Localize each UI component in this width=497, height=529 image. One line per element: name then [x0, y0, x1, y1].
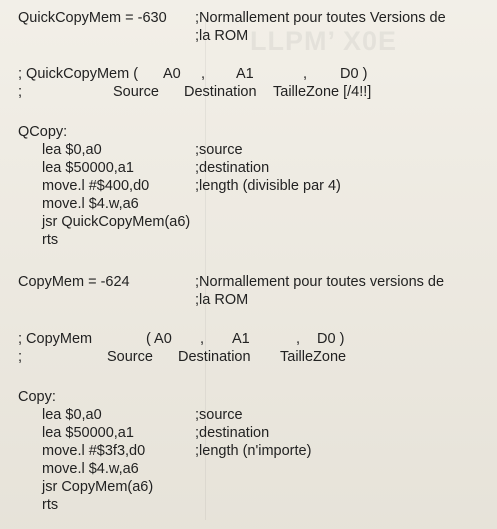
copy-code-line: lea $0,a0 — [42, 407, 102, 423]
copy-comment: ;length (n'importe) — [195, 443, 312, 459]
copymem-offset: CopyMem = -624 — [18, 274, 130, 290]
quickcopymem-comment-line1: ;Normallement pour toutes Versions de — [195, 10, 446, 26]
qcopy-code-line: rts — [42, 232, 59, 248]
copy-code-line: jsr CopyMem(a6) — [42, 479, 154, 495]
copymem-sig-semicolon: ; — [18, 349, 23, 365]
copymem-sig-a0: ( A0 — [146, 331, 172, 347]
quickcopymem-sig-comma1: , — [201, 66, 206, 82]
quickcopymem-signature-prefix: ; QuickCopyMem ( — [18, 66, 139, 82]
qcopy-code-line: jsr QuickCopyMem(a6) — [42, 214, 191, 230]
qcopy-code-line: lea $50000,a1 — [42, 160, 134, 176]
copymem-sig-source: Source — [107, 349, 153, 365]
quickcopymem-sig-destination: Destination — [184, 84, 257, 100]
qcopy-comment: ;length (divisible par 4) — [195, 178, 341, 194]
copy-label: Copy: — [18, 389, 56, 405]
qcopy-code-line: lea $0,a0 — [42, 142, 102, 158]
copymem-sig-comma1: , — [200, 331, 205, 347]
quickcopymem-sig-d0: D0 ) — [340, 66, 368, 82]
copymem-sig-comma2: , — [296, 331, 301, 347]
copy-comment: ;destination — [195, 425, 270, 441]
quickcopymem-comment-line2: ;la ROM — [195, 28, 249, 44]
quickcopymem-sig-a1: A1 — [236, 66, 254, 82]
qcopy-comment: ;source — [195, 142, 243, 158]
copy-code-line: move.l $4.w,a6 — [42, 461, 139, 477]
copy-comment: ;source — [195, 407, 243, 423]
copy-code-line: rts — [42, 497, 59, 513]
quickcopymem-sig-taillezone: TailleZone [/4!!] — [273, 84, 372, 100]
quickcopymem-sig-semicolon: ; — [18, 84, 23, 100]
copymem-signature-prefix: ; CopyMem — [18, 331, 93, 347]
qcopy-code-line: move.l #$400,d0 — [42, 178, 150, 194]
copy-code-line: move.l #$3f3,d0 — [42, 443, 146, 459]
qcopy-comment: ;destination — [195, 160, 270, 176]
show-through-title: LLPM’ X0E — [250, 26, 398, 56]
copymem-comment-line1: ;Normallement pour toutes versions de — [195, 274, 445, 290]
copymem-comment-line2: ;la ROM — [195, 292, 249, 308]
quickcopymem-offset: QuickCopyMem = -630 — [18, 10, 167, 26]
qcopy-code-line: move.l $4.w,a6 — [42, 196, 139, 212]
copymem-sig-taillezone: TailleZone — [280, 349, 347, 365]
quickcopymem-sig-comma2: , — [303, 66, 308, 82]
qcopy-label: QCopy: — [18, 124, 68, 140]
quickcopymem-sig-a0: A0 — [163, 66, 181, 82]
copymem-sig-destination: Destination — [178, 349, 251, 365]
copy-code-line: lea $50000,a1 — [42, 425, 134, 441]
copymem-sig-a1: A1 — [232, 331, 250, 347]
copymem-sig-d0: D0 ) — [317, 331, 345, 347]
quickcopymem-sig-source: Source — [113, 84, 159, 100]
